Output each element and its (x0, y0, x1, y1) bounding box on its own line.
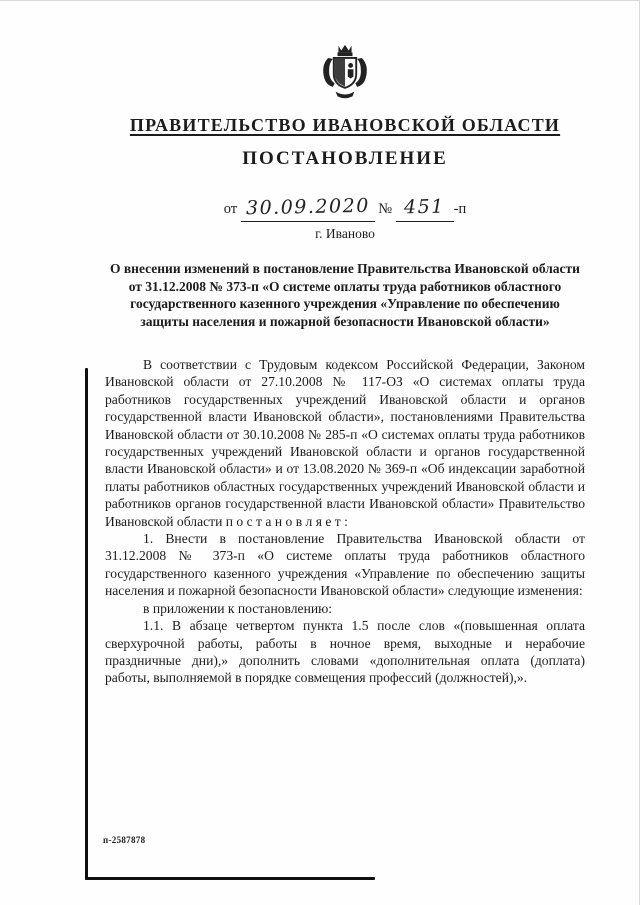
paragraph-item-1-1: 1.1. В абзаце четвертом пункта 1.5 после слов «(повышенная оплата сверхурочной работы, работы в ночное время, выходные и нерабочие праздничные дни),» дополнить словами «дополнительная оплата (доплата) работы, выполняемой в порядке совмещения профессий (должностей),». (105, 618, 585, 686)
paragraph-preamble: В соответствии с Трудовым кодексом Российской Федерации, Законом Ивановской области от 27.10.2008 № 117-ОЗ «О системах оплаты труда работников государственных учреждений Ивановской области и органов государственной власти Ивановской области», постановлениями Правительства Ивановской области от 30.10.2008 № 285-п «О системах оплаты труда работников государственных учреждений Ивановской области и органов государственной власти Ивановской области» и от 13.08.2020 № 369-п «Об индексации заработной платы работников областных государственных учреждений Ивановской области и работников органов государственной власти Ивановской области» Правительство Ивановской области п о с т а н о в л я е т : (105, 357, 585, 529)
paragraph-annex-note: в приложении к постановлению: (143, 600, 333, 616)
footer-code: п-2587878 (103, 835, 146, 845)
paragraph-item-1: 1. Внести в постановление Правительства Ивановской области от 31.12.2008 № 373-п «О системе оплаты труда работников областного государственного казенного учреждения «Управление по обеспечению защиты населения и пожарной безопасности Ивановской области» следующие изменения: (105, 531, 585, 599)
date-number-line (105, 195, 585, 222)
document-body (105, 356, 585, 687)
org-name-title: ПРАВИТЕЛЬСТВО ИВАНОВСКОЙ ОБЛАСТИ (129, 115, 561, 135)
scan-artifact-bottom-edge (85, 877, 375, 880)
city-label: г. Иваново (315, 226, 375, 241)
number-blank (396, 195, 454, 222)
ivanovo-coat-of-arms-icon (316, 43, 374, 101)
date-blank (241, 195, 375, 222)
date-prefix-label: от (223, 201, 238, 217)
handwritten-date: 30.09.2020 (245, 194, 370, 220)
number-suffix-label: -п (453, 201, 467, 217)
doc-type-title: ПОСТАНОВЛЕНИЕ (242, 148, 448, 169)
document-content (105, 0, 585, 687)
document-subject: О внесении изменений в постановление Правительства Ивановской области от 31.12.2008 № 373-п «О системе оплаты труда работников областного государственного казенного учреждения «Управление по обеспечению защиты населения и пожарной безопасности Ивановской области» (110, 261, 580, 329)
handwritten-number: 451 (404, 195, 446, 219)
number-sign-label: № (378, 201, 393, 217)
scan-artifact-left-edge (85, 368, 88, 880)
